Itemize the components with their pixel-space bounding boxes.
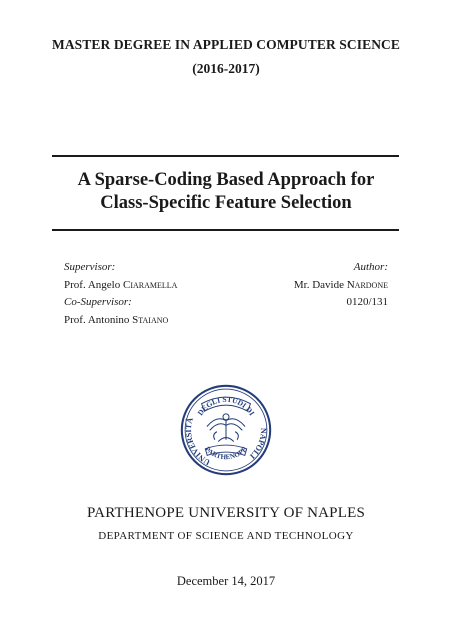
- thesis-title-line-1: A Sparse-Coding Based Approach for: [77, 170, 375, 190]
- author-last-name: Nardone: [346, 278, 388, 291]
- author-first-name: Mr. Davide: [293, 278, 347, 291]
- supervisor-first-name: Prof. Angelo: [64, 278, 123, 291]
- cosupervisor-label: Co-Supervisor:: [64, 296, 132, 308]
- credits-row-cosupervisor-name: [64, 312, 388, 330]
- credits-block: [64, 259, 388, 329]
- thesis-title: [0, 169, 452, 215]
- credits-row-cosupervisor: [64, 294, 388, 312]
- title-rule-top: [52, 155, 399, 157]
- author-student-id: 0120/131: [346, 296, 388, 308]
- cosupervisor-first-name: Prof. Antonino: [64, 313, 133, 326]
- seal-text-left: UNIVERSITÀ: [183, 416, 212, 467]
- degree-heading: MASTER DEGREE IN APPLIED COMPUTER SCIENCE: [51, 37, 401, 52]
- supervisor-name: [64, 277, 177, 295]
- svg-text:UNIVERSITÀ: [184, 416, 212, 467]
- supervisor-last-name: Ciaramella: [122, 278, 178, 291]
- university-seal-icon: [179, 383, 273, 477]
- author-label: Author:: [353, 261, 388, 273]
- cosupervisor-last-name: Staiano: [132, 313, 169, 326]
- department-name: DEPARTMENT OF SCIENCE AND TECHNOLOGY: [98, 530, 354, 542]
- cosupervisor-name: [64, 312, 168, 330]
- credits-row-labels: [64, 259, 388, 277]
- credits-row-names: [64, 277, 388, 295]
- thesis-title-line-2: Class-Specific Feature Selection: [100, 193, 352, 213]
- seal-text-top: DEGLI STUDI DI: [195, 394, 257, 418]
- author-name: [294, 277, 388, 295]
- university-name: PARTHENOPE UNIVERSITY OF NAPLES: [87, 505, 365, 521]
- svg-text:NAPOLI: [248, 428, 268, 461]
- seal-text-bottom: PARTHENOPE: [203, 445, 249, 462]
- title-rule-bottom: [52, 229, 399, 231]
- supervisor-label: Supervisor:: [64, 261, 116, 273]
- seal-text-right: NAPOLI: [247, 427, 269, 461]
- academic-years: (2016-2017): [192, 61, 260, 76]
- submission-date: December 14, 2017: [176, 574, 276, 588]
